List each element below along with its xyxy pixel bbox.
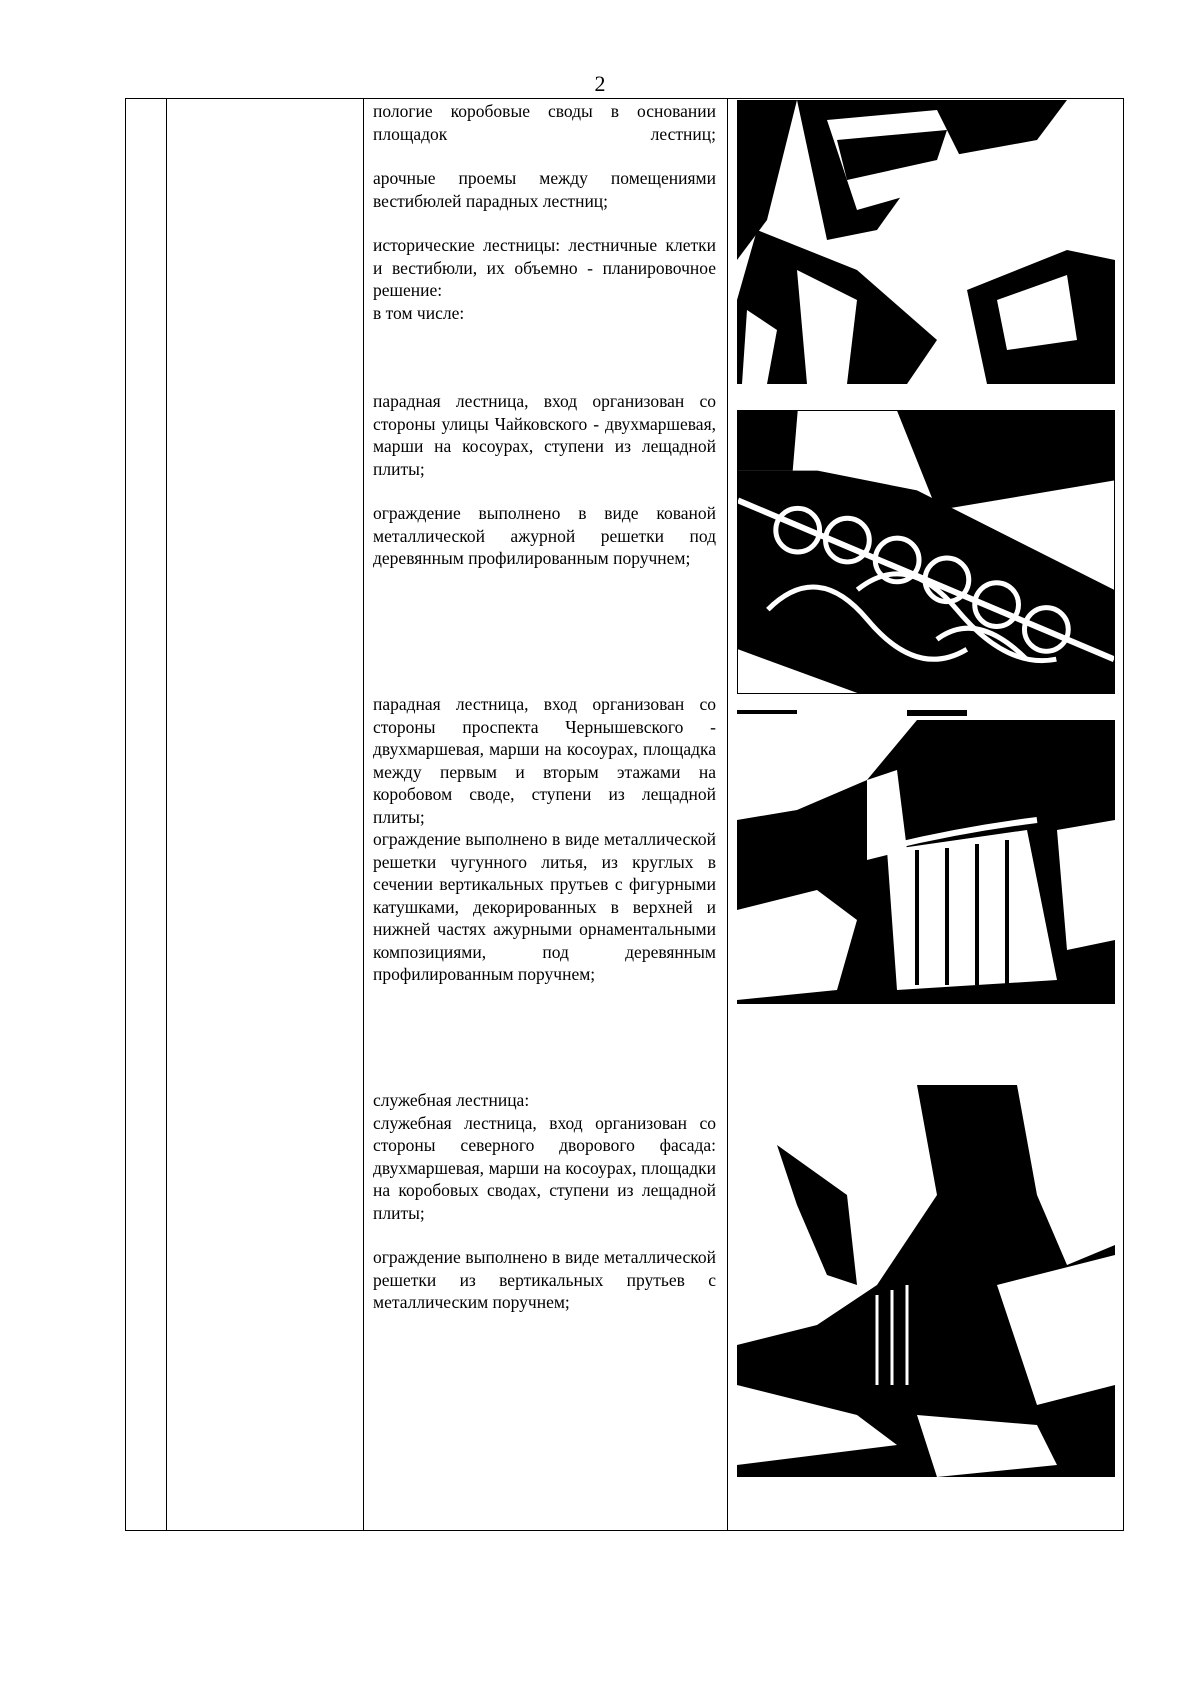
- paragraph: арочные проемы между помещениями вестибюлей парадных лестниц;: [373, 168, 716, 211]
- photo-4-image: [737, 1085, 1115, 1477]
- photo-cast-iron-railing: [737, 710, 1115, 1004]
- photo-2-image: [738, 411, 1114, 693]
- paragraph: служебная лестница:: [373, 1090, 530, 1110]
- paragraph: пологие коробовые своды в основании площадок лестниц;: [373, 101, 716, 144]
- paragraph: ограждение выполнено в виде металлической решетки из вертикальных прутьев с металлическим поручнем;: [373, 1247, 716, 1312]
- paragraph: ограждение выполнено в виде металлической решетки чугунного литья, из круглых в сечении вертикальных прутьев с фигурными катушками, декорированных в верхней и нижней частях ажурными орнаментальными композициями, под деревянным профилированным поручнем;: [373, 829, 716, 984]
- column-divider: [363, 99, 364, 1530]
- column-divider: [166, 99, 167, 1530]
- text-block-3: [373, 693, 716, 986]
- photo-service-staircase: [737, 1085, 1115, 1477]
- photo-3-image: [737, 710, 1115, 1004]
- text-block-4: [373, 1089, 716, 1314]
- text-block-1: [373, 100, 716, 324]
- paragraph: служебная лестница, вход организован со стороны северного дворового фасада: двухмаршевая, марши на косоурах, площадки на коробовых сводах, ступени из лещадной плиты;: [373, 1112, 716, 1223]
- paragraph: ограждение выполнено в виде кованой металлической ажурной решетки под деревянным профилированным поручнем;: [373, 503, 716, 568]
- text-block-2: [373, 390, 716, 570]
- photo-arched-vault: [737, 100, 1115, 384]
- photo-wrought-iron-railing: [737, 410, 1115, 694]
- paragraph: парадная лестница, вход организован со стороны улицы Чайковского - двухмаршевая, марши на косоурах, ступени из лещадной плиты;: [373, 391, 716, 479]
- paragraph: парадная лестница, вход организован со стороны проспекта Чернышевского - двухмаршевая, марши на косоурах, площадка между первым и вторым этажами на коробовом своде, ступени из лещадной плиты;: [373, 694, 716, 827]
- photo-1-image: [737, 100, 1115, 384]
- page-number: 2: [594, 71, 606, 96]
- column-divider: [727, 99, 728, 1530]
- paragraph: в том числе:: [373, 302, 465, 323]
- paragraph: исторические лестницы: лестничные клетки и вестибюли, их объемно - планировочное решение:: [373, 235, 716, 300]
